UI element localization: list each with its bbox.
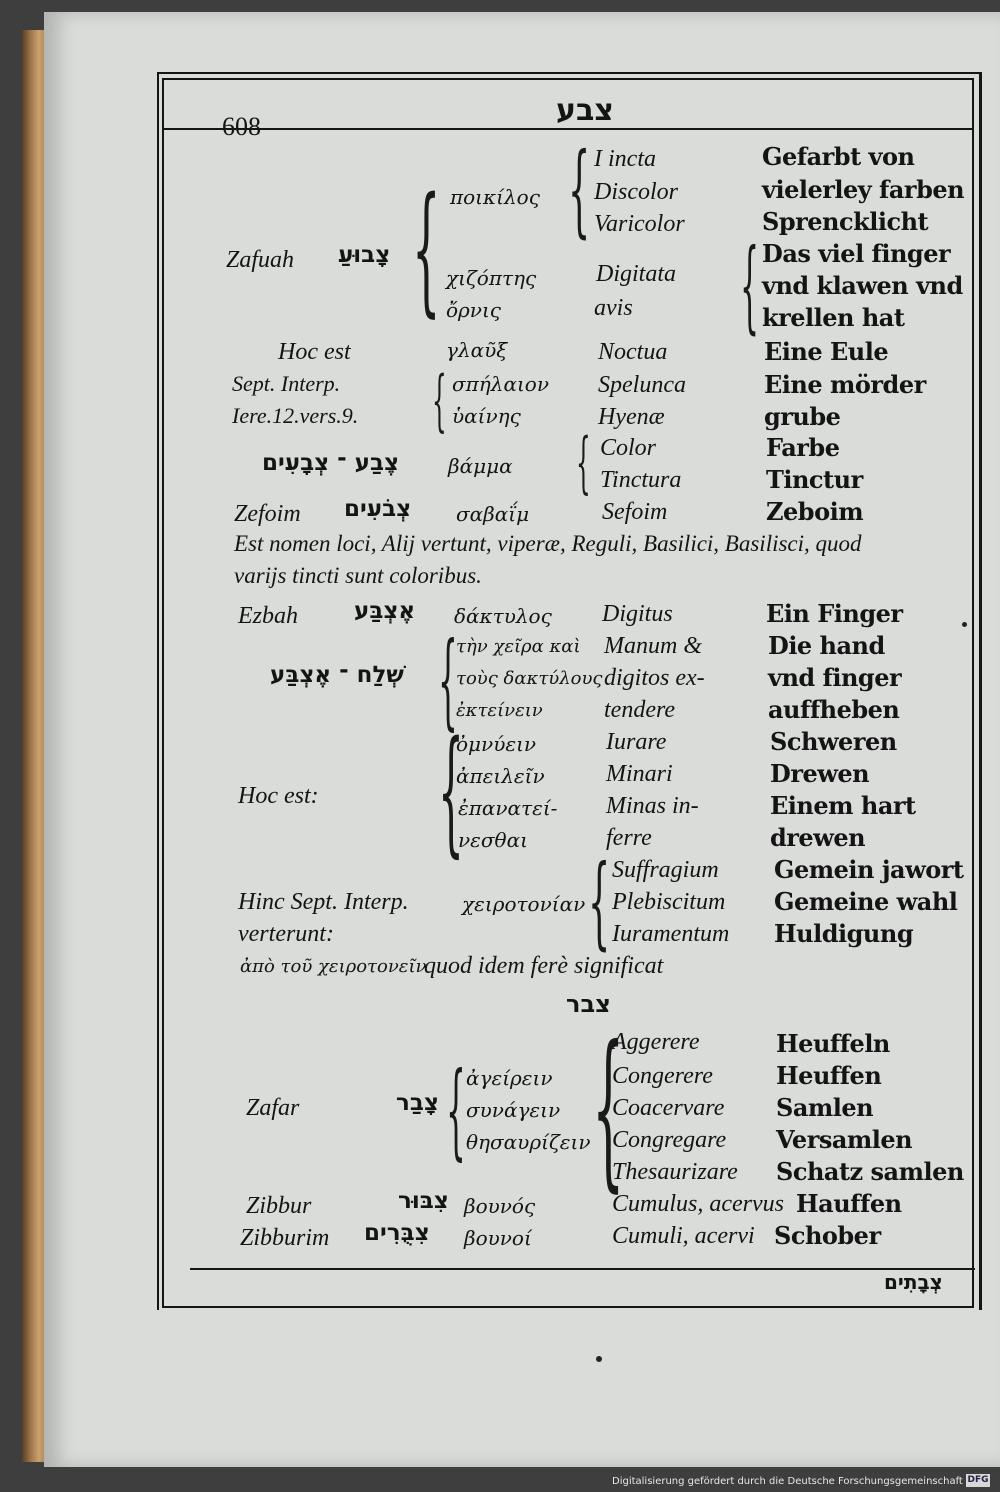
- german-item: Eine mörder: [764, 370, 926, 399]
- latin-item: ferre: [606, 825, 652, 851]
- latin-item: Manum &: [604, 633, 702, 659]
- german-item: auffheben: [768, 695, 900, 724]
- latin-item: Iurare: [606, 729, 667, 755]
- german-item: drewen: [770, 823, 866, 852]
- label-line: Sept. Interp.: [232, 371, 341, 396]
- latin-item: Aggerere: [612, 1029, 700, 1055]
- latin-item: Varicolor: [594, 211, 685, 237]
- german-item: Farbe: [766, 433, 840, 462]
- label-line: Hoc est: [278, 339, 351, 365]
- latin-item: digitos ex-: [604, 665, 705, 691]
- brace-swear: {: [438, 713, 464, 871]
- latin-item: Hyenæ: [598, 404, 665, 430]
- german-item: Heuffeln: [776, 1029, 890, 1058]
- note-line: Est nomen loci, Alij vertunt, viperæ, Reguli, Basilici, Basilisci, quod: [234, 531, 862, 556]
- ink-mark: [962, 622, 967, 627]
- latin-item: avis: [594, 295, 633, 321]
- german-item: vnd finger: [768, 663, 902, 692]
- german-item: Schober: [774, 1221, 881, 1250]
- translit-zafuah: Zafuah: [226, 247, 295, 273]
- german-item: Die hand: [768, 631, 885, 660]
- hebrew-zeba-plural: צֶבַע ־ צְבָעִים: [262, 450, 400, 476]
- latin-item: Tinctura: [600, 467, 682, 493]
- latin-item: Cumuli, acervi: [612, 1223, 755, 1249]
- greek-item: ἀπειλεῖν: [456, 764, 545, 788]
- hebrew-zefoim: צְבֹעִים: [344, 496, 412, 522]
- german-item: Hauffen: [796, 1189, 902, 1218]
- greek-item: θησαυρίζειν: [466, 1130, 591, 1154]
- footer-rule: [190, 1268, 975, 1270]
- german-item: Gefarbt von: [762, 142, 915, 171]
- latin-item: Cumulus, acervus: [612, 1191, 784, 1217]
- note-line: varijs tincti sunt coloribus.: [234, 563, 482, 588]
- german-item: Sprencklicht: [762, 207, 929, 236]
- greek-item: βουνός: [464, 1194, 536, 1218]
- german-item: grube: [764, 402, 841, 431]
- latin-item: Discolor: [594, 179, 678, 205]
- hebrew-zibbur: צִבּוּר: [398, 1188, 449, 1214]
- latin-item: Iuramentum: [612, 921, 730, 947]
- brace-hand: {: [438, 619, 458, 741]
- book-edge: [22, 30, 46, 1462]
- brace-sept: {: [432, 362, 447, 439]
- note-latin: quod idem ferè significat: [424, 953, 664, 979]
- greek-item: τὴν χεῖρα καὶ: [456, 636, 581, 657]
- german-item: vnd klawen vnd: [762, 271, 963, 300]
- latin-item: Congerere: [612, 1063, 713, 1089]
- german-item: Das viel finger: [762, 239, 951, 268]
- german-item: Ein Finger: [766, 599, 903, 628]
- latin-item: Thesaurizare: [612, 1159, 738, 1185]
- greek-item: χιζόπτης: [446, 266, 537, 290]
- hebrew-zibburim: צִבֻּרִים: [364, 1220, 430, 1246]
- german-item: Drewen: [770, 759, 870, 788]
- latin-item: Minas in-: [606, 793, 699, 819]
- german-item: Samlen: [776, 1093, 874, 1122]
- greek-item: ἀγείρειν: [466, 1066, 553, 1090]
- label-line: Hinc Sept. Interp.: [238, 889, 409, 915]
- translit-zibbur: Zibbur: [246, 1193, 312, 1219]
- label-line: verterunt:: [238, 921, 334, 947]
- german-item: Gemein jawort: [774, 855, 964, 884]
- latin-item: Digitus: [602, 601, 673, 627]
- german-item: vielerley farben: [762, 175, 965, 204]
- latin-item: Noctua: [598, 339, 668, 365]
- greek-item: ὀμνύειν: [456, 732, 537, 756]
- german-item: Einem hart: [770, 791, 916, 820]
- note-greek: ἀπὸ τοῦ χειροτονεῖν: [240, 956, 427, 977]
- brace-zafuah-greek: {: [412, 168, 441, 331]
- label-hoc-est: Hoc est:: [238, 783, 319, 809]
- root-heading: צבר: [566, 990, 611, 1018]
- latin-item: Digitata: [596, 261, 677, 287]
- greek-item: βουνοί: [464, 1226, 532, 1250]
- digitization-credit: Digitalisierung gefördert durch die Deutsche Forschungsgemeinschaft: [612, 1476, 963, 1487]
- greek-item: ἐπανατεί-: [458, 796, 558, 820]
- greek-item: συνάγειν: [466, 1098, 561, 1122]
- hebrew-zafuah: צָבוּעַ: [338, 242, 391, 268]
- hebrew-zafar: צָבַר: [396, 1090, 439, 1116]
- latin-item: Coacervare: [612, 1095, 725, 1121]
- latin-item: Suffragium: [612, 857, 719, 883]
- label-line: Iere.12.vers.9.: [232, 403, 359, 428]
- german-item: Schatz samlen: [776, 1157, 964, 1186]
- hebrew-phrase: שְׁלַח ־ אֶצְבַּע: [270, 662, 404, 688]
- latin-item: Spelunca: [598, 372, 686, 398]
- greek-item: βάμμα: [448, 454, 513, 478]
- latin-item: I incta: [594, 146, 656, 172]
- brace-gather-greek: {: [446, 1049, 466, 1171]
- greek-item: ὑαίνης: [452, 404, 521, 428]
- german-item: Tinctur: [766, 465, 863, 494]
- greek-item: δάκτυλος: [454, 604, 552, 628]
- german-item: Heuffen: [776, 1061, 882, 1090]
- latin-item: tendere: [604, 697, 676, 723]
- german-item: krellen hat: [762, 303, 905, 332]
- german-item: Schweren: [770, 727, 897, 756]
- translit-zafar: Zafar: [246, 1095, 300, 1121]
- german-item: Zeboim: [766, 497, 864, 526]
- greek-item: χειροτονίαν: [462, 892, 586, 916]
- latin-item: Color: [600, 435, 657, 461]
- ink-mark: [596, 1356, 602, 1362]
- latin-item: Minari: [606, 761, 673, 787]
- brace-zafuah-latin: {: [568, 131, 591, 248]
- latin-item: Sefoim: [602, 499, 668, 525]
- translit-zefoim: Zefoim: [234, 501, 301, 527]
- greek-item: γλαῦξ: [446, 338, 508, 362]
- greek-item: ὄρνις: [446, 298, 501, 322]
- brace-vote: {: [588, 843, 611, 960]
- hebrew-ezbah: אֶצְבַּע: [354, 598, 416, 624]
- running-title: צבע: [556, 93, 614, 128]
- greek-item: τοὺς δακτύλους: [456, 668, 603, 689]
- dfg-logo: DFG: [967, 1475, 989, 1485]
- greek-item: σπήλαιον: [452, 372, 550, 396]
- translit-zibburim: Zibburim: [240, 1225, 330, 1251]
- page-number: 608: [222, 112, 261, 141]
- german-item: Eine Eule: [764, 337, 889, 366]
- greek-item: ποικίλος: [450, 185, 540, 209]
- header-rule: [162, 128, 974, 130]
- german-item: Versamlen: [776, 1125, 913, 1154]
- brace-gather-latin: {: [592, 1010, 625, 1208]
- german-item: Huldigung: [774, 919, 914, 948]
- brace-color: {: [576, 424, 591, 501]
- catchword: צְבָתִים: [884, 1270, 943, 1294]
- latin-item: Plebiscitum: [612, 889, 726, 915]
- greek-item: ἐκτείνειν: [456, 700, 543, 721]
- greek-item: σαβαΐμ: [456, 502, 530, 526]
- translit-ezbah: Ezbah: [238, 603, 298, 629]
- brace-zafuah-german: {: [740, 227, 760, 344]
- latin-item: Congregare: [612, 1127, 727, 1153]
- german-item: Gemeine wahl: [774, 887, 958, 916]
- greek-item: νεσθαι: [458, 828, 528, 852]
